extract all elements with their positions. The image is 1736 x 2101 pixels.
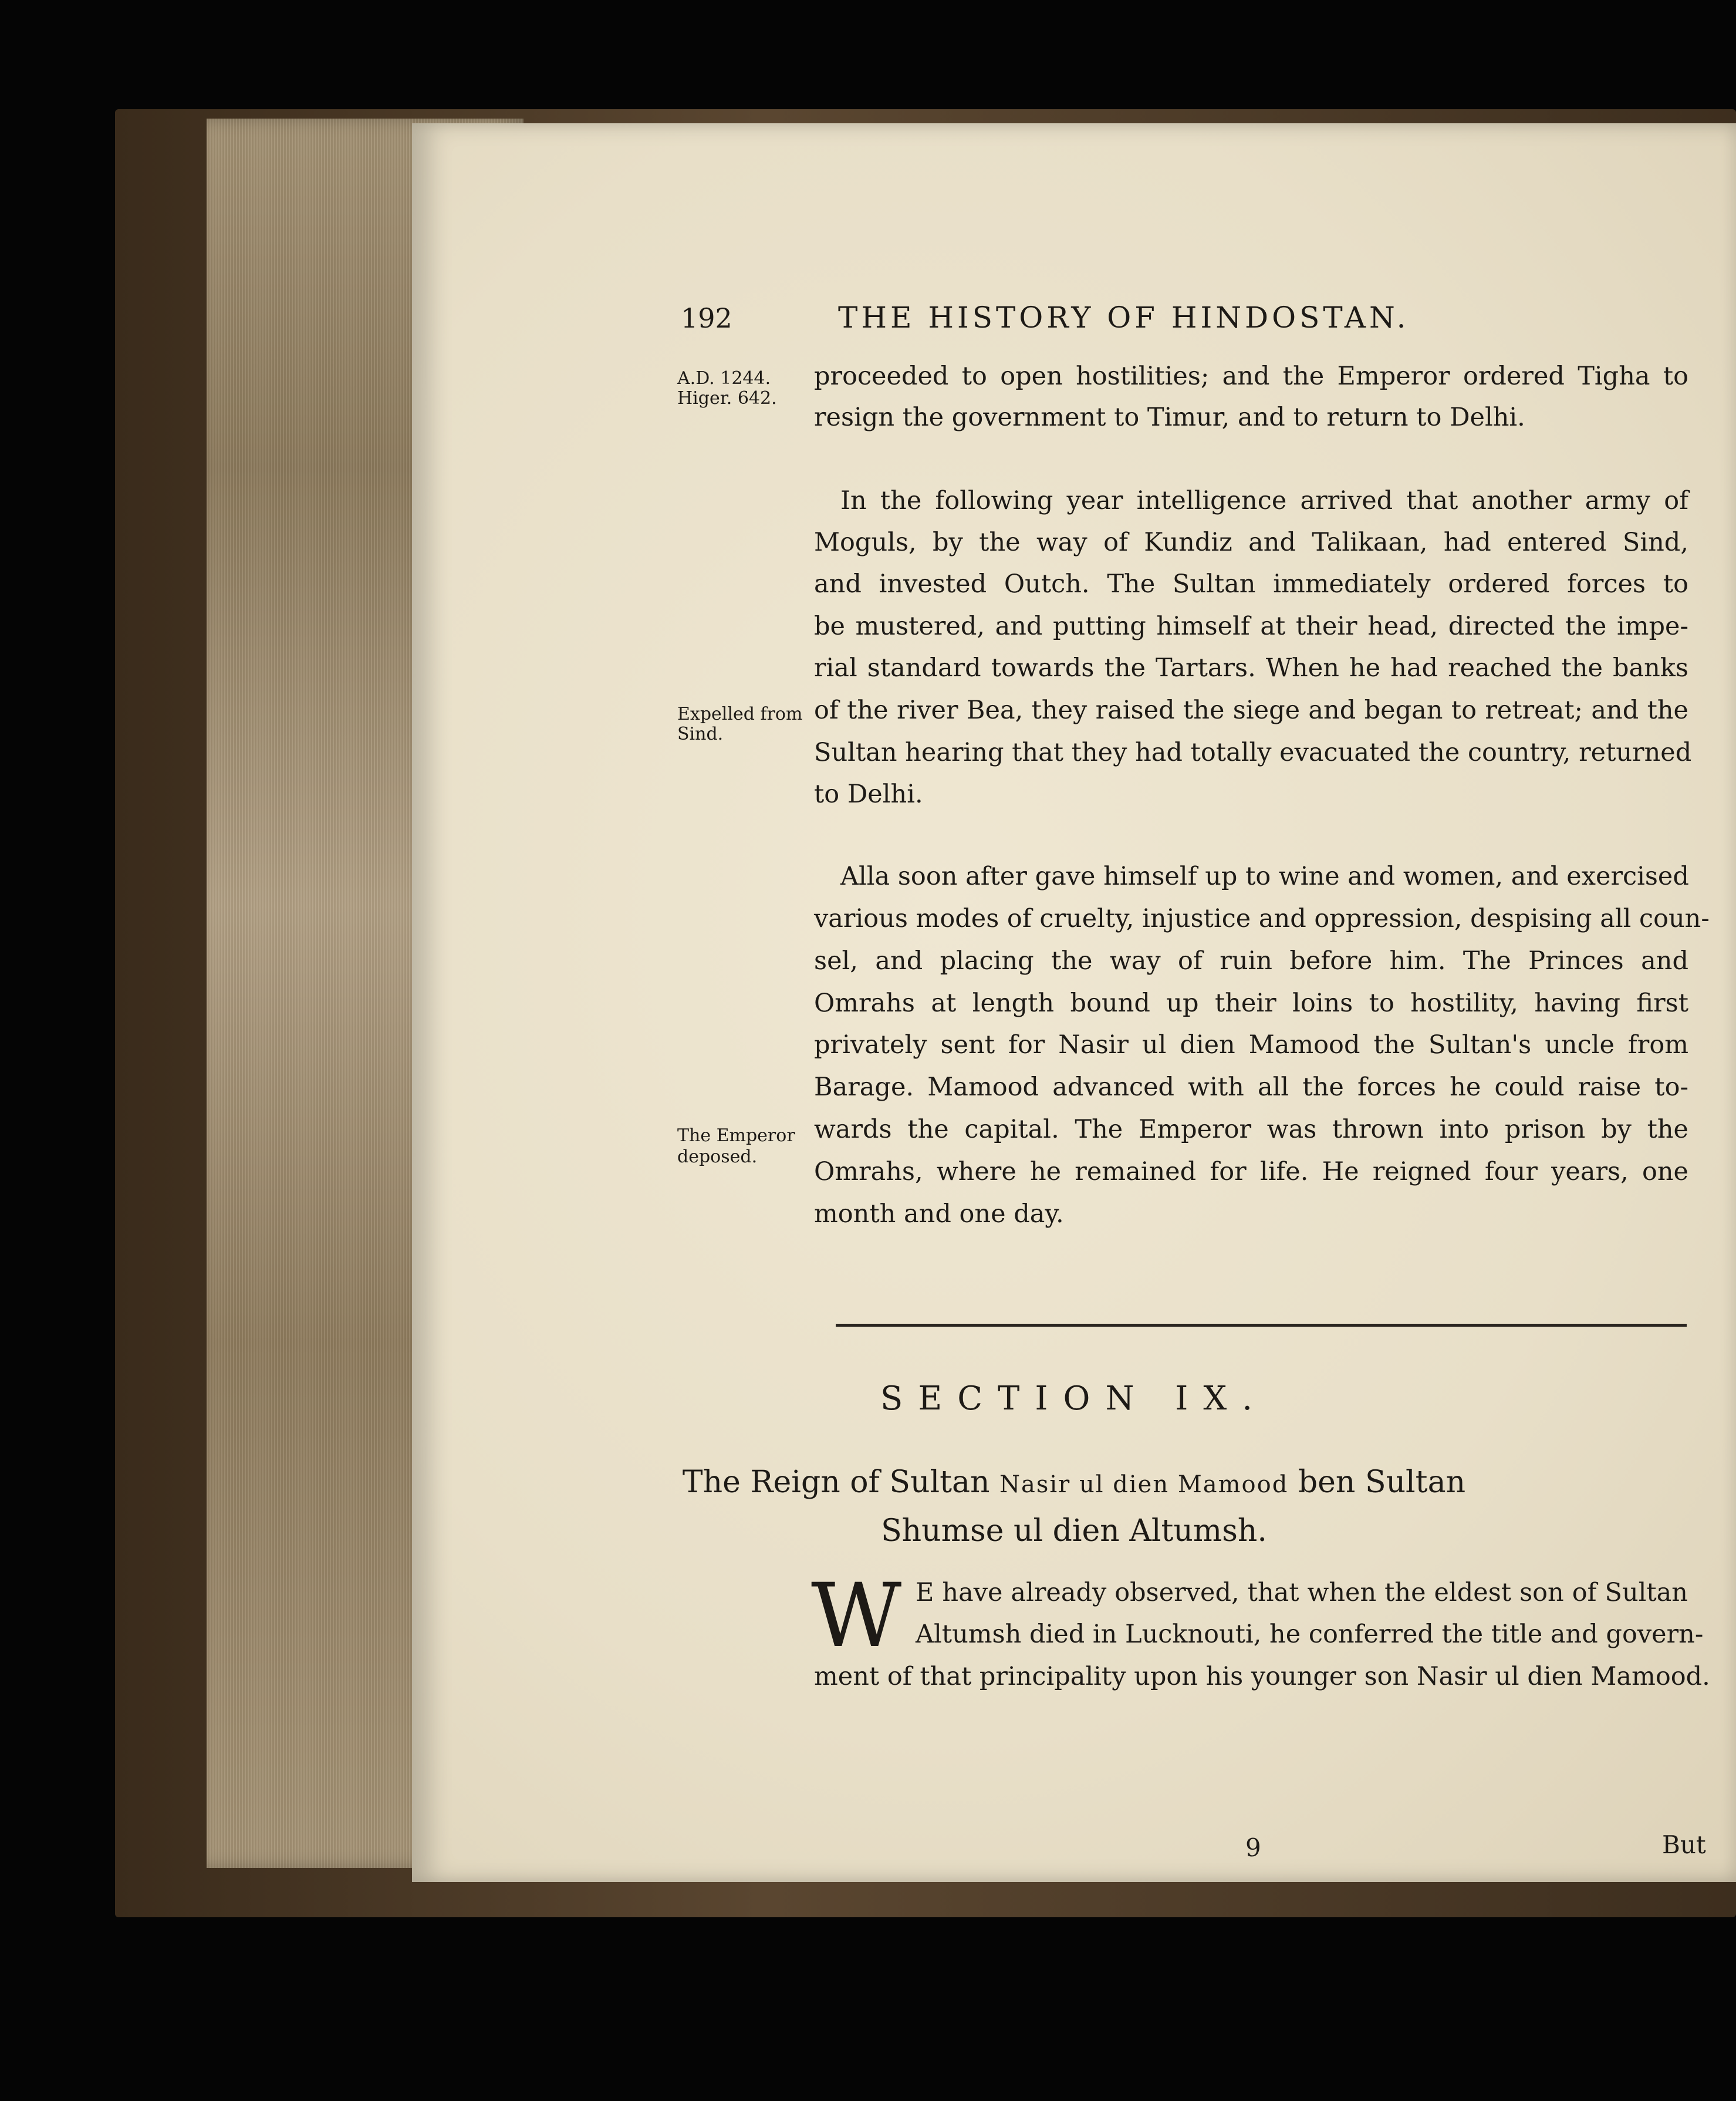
paragraph-2-line-5: rial standard towards the Tartars. When he had reached the banks xyxy=(814,653,1688,683)
section-heading: SECTION IX. xyxy=(880,1380,1268,1418)
margin-note-date: A.D. 1244. xyxy=(677,368,771,389)
paragraph-3-line-7: wards the capital. The Emperor was thrown into prison by the xyxy=(814,1115,1688,1144)
paragraph-2-line-6: of the river Bea, they raised the siege and began to retreat; and the xyxy=(814,696,1688,725)
reign-title-ben: ben Sultan xyxy=(1298,1465,1466,1500)
running-head: THE HISTORY OF HINDOSTAN. xyxy=(838,301,1410,335)
drop-cap: W xyxy=(811,1565,902,1667)
page-number: 192 xyxy=(681,302,732,334)
paragraph-3-line-5: privately sent for Nasir ul dien Mamood the Sultan's uncle from xyxy=(814,1030,1688,1060)
paragraph-2-line-7: Sultan hearing that they had totally evacuated the country, returned xyxy=(814,738,1692,767)
signature-mark: 9 xyxy=(1245,1833,1261,1862)
paragraph-3-line-4: Omrahs at length bound up their loins to hostility, having first xyxy=(814,989,1688,1018)
margin-note-higera: Higer. 642. xyxy=(677,388,777,409)
section-rule xyxy=(836,1324,1687,1327)
paragraph-2-line-3: and invested Outch. The Sultan immediately ordered forces to xyxy=(814,569,1688,599)
paragraph-2-line-2: Moguls, by the way of Kundiz and Talikaan, had entered Sind, xyxy=(814,528,1688,557)
paragraph-4-line-2: Altumsh died in Lucknouti, he conferred the title and govern- xyxy=(916,1620,1704,1649)
paragraph-4-line-1: E have already observed, that when the eldest son of Sultan xyxy=(916,1578,1688,1607)
catchword: But xyxy=(1662,1830,1706,1859)
book xyxy=(115,109,1736,1917)
paragraph-3-line-9: month and one day. xyxy=(814,1199,1064,1229)
book-page xyxy=(412,123,1736,1882)
paragraph-3-line-1: Alla soon after gave himself up to wine and women, and exercised xyxy=(840,862,1689,891)
paragraph-2-line-8: to Delhi. xyxy=(814,780,923,809)
paragraph-1-line-2: resign the government to Timur, and to return to Delhi. xyxy=(814,403,1525,432)
margin-note-emperor: The Emperor xyxy=(677,1125,795,1146)
reign-title-prefix: The Reign of Sultan xyxy=(682,1465,990,1500)
paragraph-2-line-4: be mustered, and putting himself at their head, directed the impe- xyxy=(814,612,1688,641)
margin-note-deposed: deposed. xyxy=(677,1146,758,1167)
margin-note-sind: Sind. xyxy=(677,724,724,744)
reign-title-line-1 xyxy=(412,1465,1736,1500)
paragraph-3-line-3: sel, and placing the way of ruin before him. The Princes and xyxy=(814,946,1688,976)
paragraph-3-line-8: Omrahs, where he remained for life. He reigned four years, one xyxy=(814,1157,1688,1186)
reign-title-line-2: Shumse ul dien Altumsh. xyxy=(881,1513,1267,1549)
reign-title-name: Nasir ul dien Mamood xyxy=(999,1471,1289,1498)
paragraph-4-line-3: ment of that principality upon his younger son Nasir ul dien Mamood. xyxy=(814,1662,1710,1691)
paragraph-3-line-2: various modes of cruelty, injustice and oppression, despising all coun- xyxy=(814,904,1710,933)
paragraph-3-line-6: Barage. Mamood advanced with all the forces he could raise to- xyxy=(814,1073,1688,1102)
paragraph-2-line-1: In the following year intelligence arrived that another army of xyxy=(840,486,1688,515)
margin-note-expelled: Expelled from xyxy=(677,704,803,724)
paragraph-1-line-1: proceeded to open hostilities; and the Emperor ordered Tigha to xyxy=(814,362,1688,391)
